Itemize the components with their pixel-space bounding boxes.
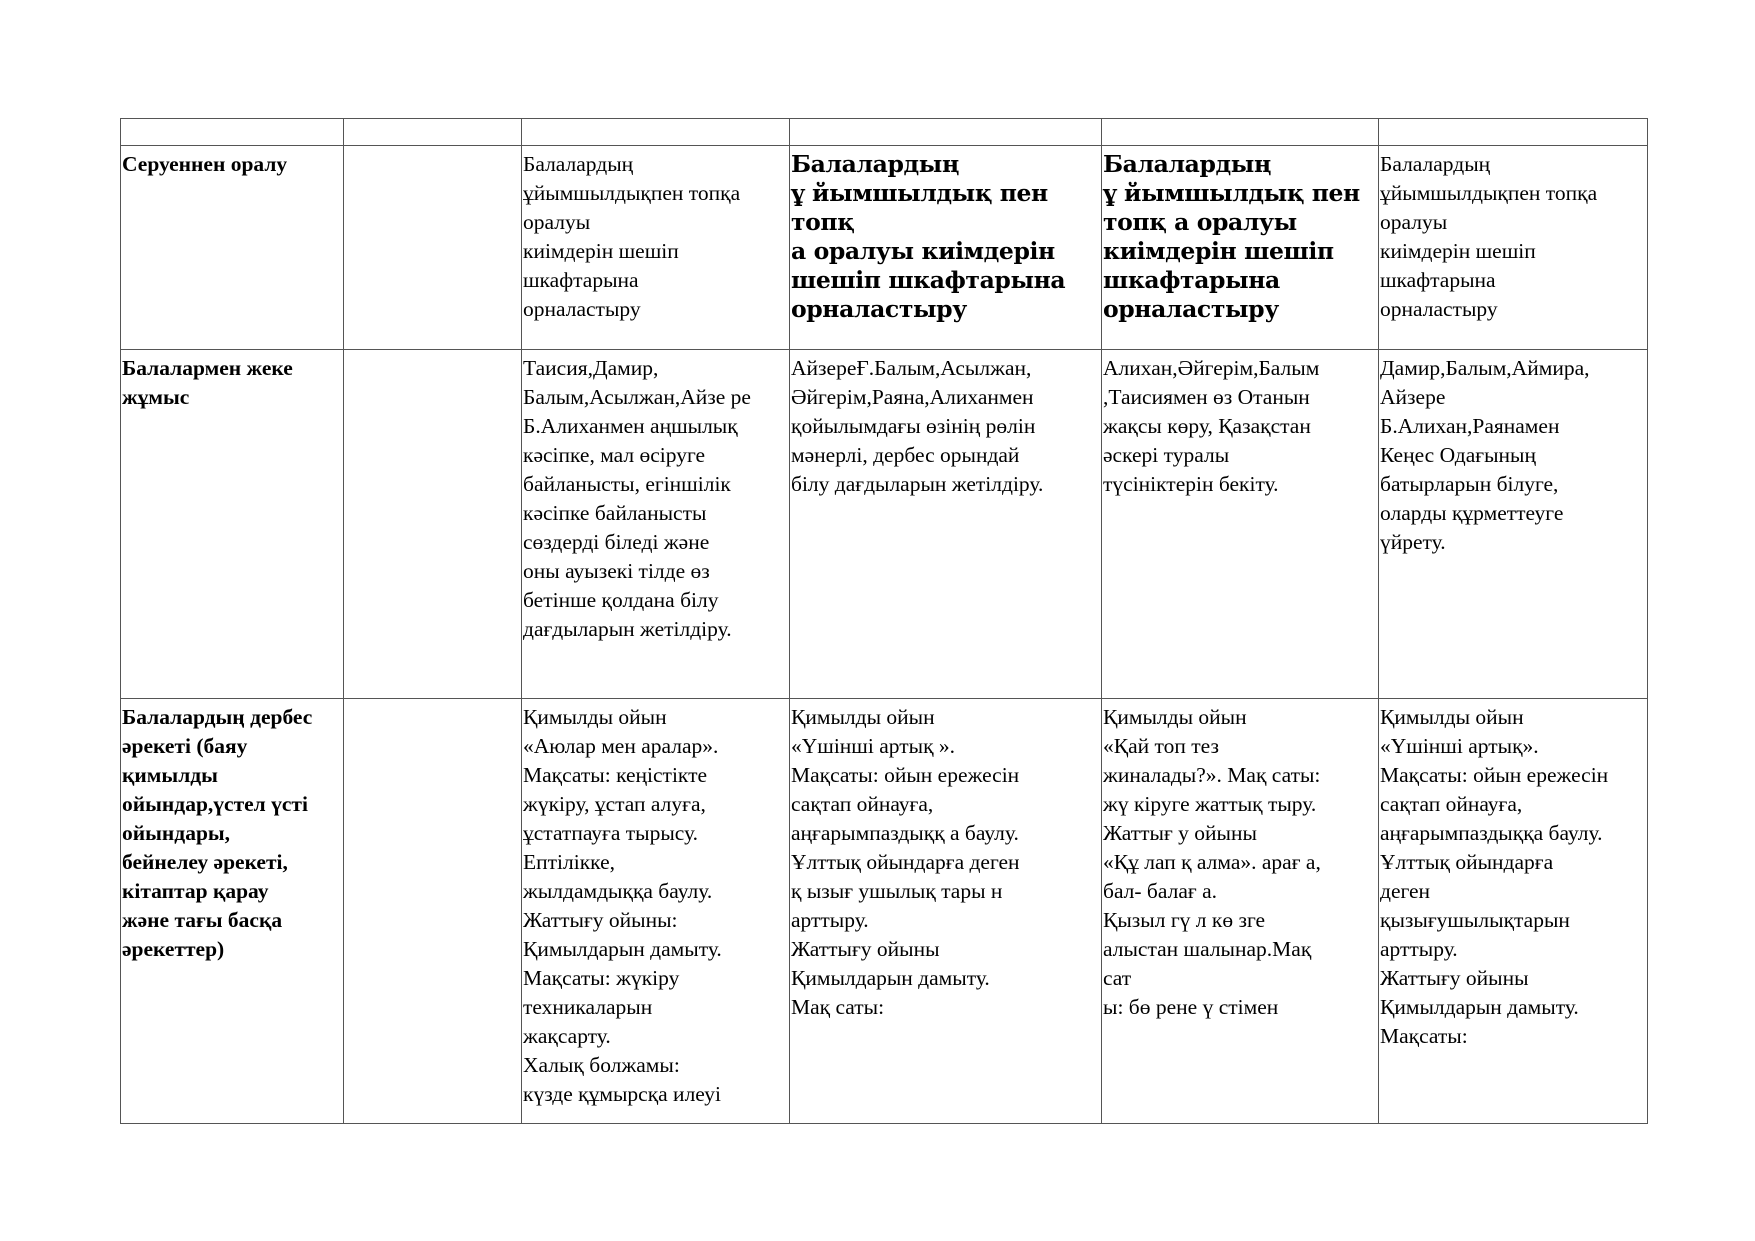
cell-text: Алихан,Әйгерім,Балым ,Таисиямен өз Отанын жақсы көру, Қазақстан әскері туралы түсініктерін бекіту.	[1103, 356, 1320, 496]
table-header-row	[121, 119, 1648, 146]
cell-text: Балалардың ұ йымшылдық пен топқ а оралуы киімдерін шешіп шкафтарына орналастыру	[1103, 150, 1360, 323]
table-cell	[344, 350, 522, 699]
row-label-cell	[121, 146, 344, 350]
row-label-cell	[121, 350, 344, 699]
empty-cell	[121, 119, 344, 146]
table-cell	[344, 699, 522, 1124]
empty-cell	[1379, 119, 1648, 146]
plan-table	[120, 118, 1648, 1124]
empty-cell	[344, 119, 522, 146]
cell-text: Қимылды ойын «Үшінші артық». Мақсаты: ойын ережесін сақтап ойнауға, аңғарымпаздыққа баулу. Ұлттық ойындарға деген қызығушылықтарын арттыру. Жаттығу ойыны Қимылдарын дамыту. Мақсаты:	[1380, 705, 1609, 1048]
table-cell	[1102, 350, 1379, 699]
cell-text: Балалардың ұ йымшылдық пен топқ а оралуы киімдерін шешіп шкафтарына орналастыру	[791, 150, 1066, 323]
row-label: Серуеннен оралу	[122, 152, 288, 176]
table-cell	[522, 146, 790, 350]
row-label: Балалардың дербес әрекеті (баяу қимылды ойындар,үстел үсті ойындары, бейнелеу әрекеті, кітаптар қарау және тағы басқа әрекеттер)	[122, 705, 313, 961]
cell-text: Балалардың ұйымшылдықпен топқа оралуы киімдерін шешіп шкафтарына орналастыру	[523, 152, 741, 321]
table-row	[121, 350, 1648, 699]
table-cell	[790, 146, 1102, 350]
row-label: Балалармен жеке жұмыс	[122, 356, 293, 409]
table-cell	[790, 350, 1102, 699]
table-cell	[1379, 350, 1648, 699]
cell-text: Қимылды ойын «Аюлар мен аралар». Мақсаты: кеңістікте жүкіру, ұстап алуға, ұстатпауға тырысу. Ептілікке, жылдамдыққа баулу. Жаттығу ойыны: Қимылдарын дамыту. Мақсаты: жүкіру техникаларын жақсарту. Халық болжамы: күзде құмырсқа илеуі	[523, 705, 722, 1106]
table-cell	[522, 699, 790, 1124]
cell-text: Дамир,Балым,Аймира, Айзере Б.Алихан,Раянамен Кеңес Одағының батырларын білуге, оларды құрметтеуге үйрету.	[1380, 356, 1590, 554]
cell-text: Қимылды ойын «Үшінші артық ». Мақсаты: ойын ережесін сақтап ойнауға, аңғарымпаздыққ а баулу. Ұлттық ойындарға деген қ ызығ ушылық тары н арттыру. Жаттығу ойыны Қимылдарын дамыту. Мақ саты:	[791, 705, 1020, 1019]
cell-text: Балалардың ұйымшылдықпен топқа оралуы киімдерін шешіп шкафтарына орналастыру	[1380, 152, 1598, 321]
row-label-cell	[121, 699, 344, 1124]
cell-text: Қимылды ойын «Қай топ тез жиналады?». Мақ саты: жү кіруге жаттық тыру. Жаттығ у ойыны «Құ лап қ алма». арағ а, бал- балағ а. Қызыл гү л кө зге алыстан шалынар.Мақ сат ы: бө рене ү стімен	[1103, 705, 1321, 1019]
table-cell	[790, 699, 1102, 1124]
cell-text: Таисия,Дамир, Балым,Асылжан,Айзе ре Б.Алиханмен аңшылық кәсіпке, мал өсіруге байланысты, егіншілік кәсіпке байланысты сөздерді біледі және оны ауызекі тілде өз бетінше қолдана білу дағдыларын жетілдіру.	[523, 356, 751, 641]
table-row	[121, 146, 1648, 350]
table-cell	[344, 146, 522, 350]
table-cell	[1102, 146, 1379, 350]
table-row	[121, 699, 1648, 1124]
table-cell	[1102, 699, 1379, 1124]
table-cell	[1379, 146, 1648, 350]
empty-cell	[790, 119, 1102, 146]
empty-cell	[522, 119, 790, 146]
empty-cell	[1102, 119, 1379, 146]
table-cell	[522, 350, 790, 699]
cell-text: АйзереҒ.Балым,Асылжан, Әйгерім,Раяна,Алиханмен қойылымдағы өзінің рөлін мәнерлі, дербес орындай білу дағдыларын жетілдіру.	[791, 356, 1044, 496]
table-cell	[1379, 699, 1648, 1124]
